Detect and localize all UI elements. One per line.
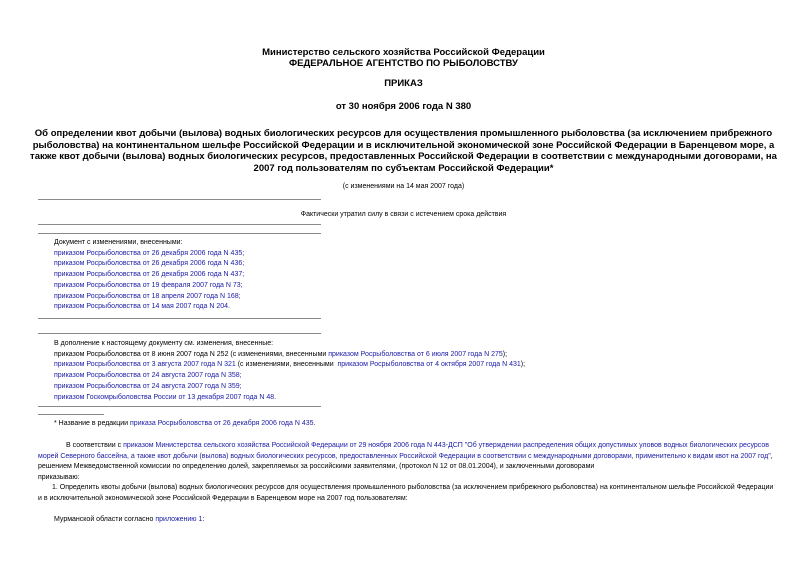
amendment-link[interactable]: приказом Росрыболовства от 26 декабря 2006 года N 436; [54, 260, 245, 268]
paragraph-murmansk: Мурманской области согласно приложению 1: [54, 516, 205, 523]
amendment-link[interactable]: приказом Росрыболовства от 26 декабря 2006 года N 437; [54, 271, 245, 279]
amendment-link[interactable]: приказом Росрыболовства от 18 апреля 2007 года N 168; [54, 292, 241, 300]
divider [38, 224, 321, 225]
basis-order-link[interactable]: приказом Министерства сельского хозяйства Российской Федерации от 29 ноября 2006 года N 443-ДСП "Об утверждении распределения общих допустимых уловов водных биологических ресурсов морей Северного бассейна, а также квот добычи (вылова) водных биологических ресурсов, предоставленных Российской Федерации в соответствии с международными договорами, применительно к видам квот на 2007 год" [38, 442, 771, 460]
see-also-heading: В дополнение к настоящему документу см. изменения, внесенные: [54, 340, 274, 347]
divider [38, 333, 321, 334]
document-type: ПРИКАЗ [384, 78, 423, 89]
ministry-name: Министерство сельского хозяйства Российской Федерации [262, 47, 545, 58]
document-date-number: от 30 ноября 2006 года N 380 [335, 101, 472, 112]
footnote-divider [38, 414, 104, 415]
footnote-link[interactable]: приказа Росрыболовства от 26 декабря 2006 года N 435 [130, 420, 314, 427]
lost-force-note: Фактически утратил силу в связи с истечением срока действия [300, 211, 507, 218]
divider [38, 318, 321, 319]
amendments-heading: Документ с изменениями, внесенными: [54, 239, 183, 246]
amendment-link[interactable]: приказом Росрыболовства от 19 февраля 2007 года N 73; [54, 281, 243, 289]
see-also-item: приказом Росрыболовства от 3 августа 2007 года N 321 (с изменениями, внесенными приказом Росрыболовства от 4 октября 2007 года N 431); [54, 361, 526, 369]
divider [38, 233, 321, 234]
amendment-link[interactable]: приказом Росрыболовства от 26 декабря 2006 года N 435; [54, 249, 245, 257]
paragraph-1: 1. Определить квоты добычи (вылова) водных биологических ресурсов для осуществления промышленного рыболовства (за исключением прибрежного рыболовства) на континентальном шельфе Российской Федерации и в исключительной экономической зоне Российской Федерации в Баренцевом море на 2007 год пользователям: [38, 484, 774, 502]
see-also-item: приказом Росрыболовства от 8 июня 2007 года N 252 (с изменениями, внесенными приказом Росрыболовства от 6 июля 2007 года N 275); [54, 350, 508, 358]
divider [38, 406, 321, 407]
document-header [0, 47, 807, 69]
footnote: * Название в редакции приказа Росрыболовства от 26 декабря 2006 года N 435. [54, 420, 316, 427]
appendix-1-link[interactable]: приложению 1 [155, 516, 203, 523]
document-title: Об определении квот добычи (вылова) водных биологических ресурсов для осуществления промышленного рыболовства (за исключением прибрежного рыболовства) на континентальном шельфе Российской Федерации и в исключительной экономической зоне Российской Федерации в Баренцевом море, а также квот добычи (вылова) водных биологических ресурсов, предоставленных Российской Федерации в соответствии с международными договорами, на 2007 год пользователям по субъектам Российской Федерации* [30, 128, 777, 174]
changes-note: (с изменениями на 14 мая 2007 года) [342, 183, 465, 190]
see-also-list [54, 339, 794, 403]
amendments-list [54, 238, 754, 313]
amendment-link[interactable]: приказом Росрыболовства от 3 августа 2007 года N 321 [54, 361, 236, 369]
order-verb: приказываю: [38, 473, 80, 481]
paragraph-basis: В соответствии с приказом Министерства сельского хозяйства Российской Федерации от 29 ноября 2006 года N 443-ДСП "Об утверждении распределения общих допустимых уловов водных биологических ресурсов морей Северного бассейна, а также квот добычи (вылова) водных биологических ресурсов, предоставленных Российской Федерации в соответствии с международными договорами, применительно к видам квот на 2007 год", решением Межведомственной комиссии по определению долей, закрепляемых за российскими заявителями, (протокол N 12 от 08.01.2004), и заключенными договорами приказываю: [38, 442, 773, 481]
divider [38, 199, 321, 200]
amendment-link[interactable]: приказом Росрыболовства от 24 августа 2007 года N 358; [54, 372, 242, 380]
amendment-link[interactable]: приказом Росрыболовства от 14 мая 2007 года N 204. [54, 303, 230, 311]
amendment-link[interactable]: приказом Росрыболовства от 24 августа 2007 года N 359; [54, 382, 242, 390]
amendment-link[interactable]: приказом Госкомрыболовства России от 13 декабря 2007 года N 48. [54, 393, 277, 401]
agency-name: ФЕДЕРАЛЬНОЕ АГЕНТСТВО ПО РЫБОЛОВСТВУ [289, 58, 518, 69]
amendment-link[interactable]: приказом Росрыболовства от 4 октября 2007 года N 431 [337, 361, 521, 369]
amendment-link[interactable]: приказом Росрыболовства от 6 июля 2007 года N 275 [328, 350, 503, 358]
